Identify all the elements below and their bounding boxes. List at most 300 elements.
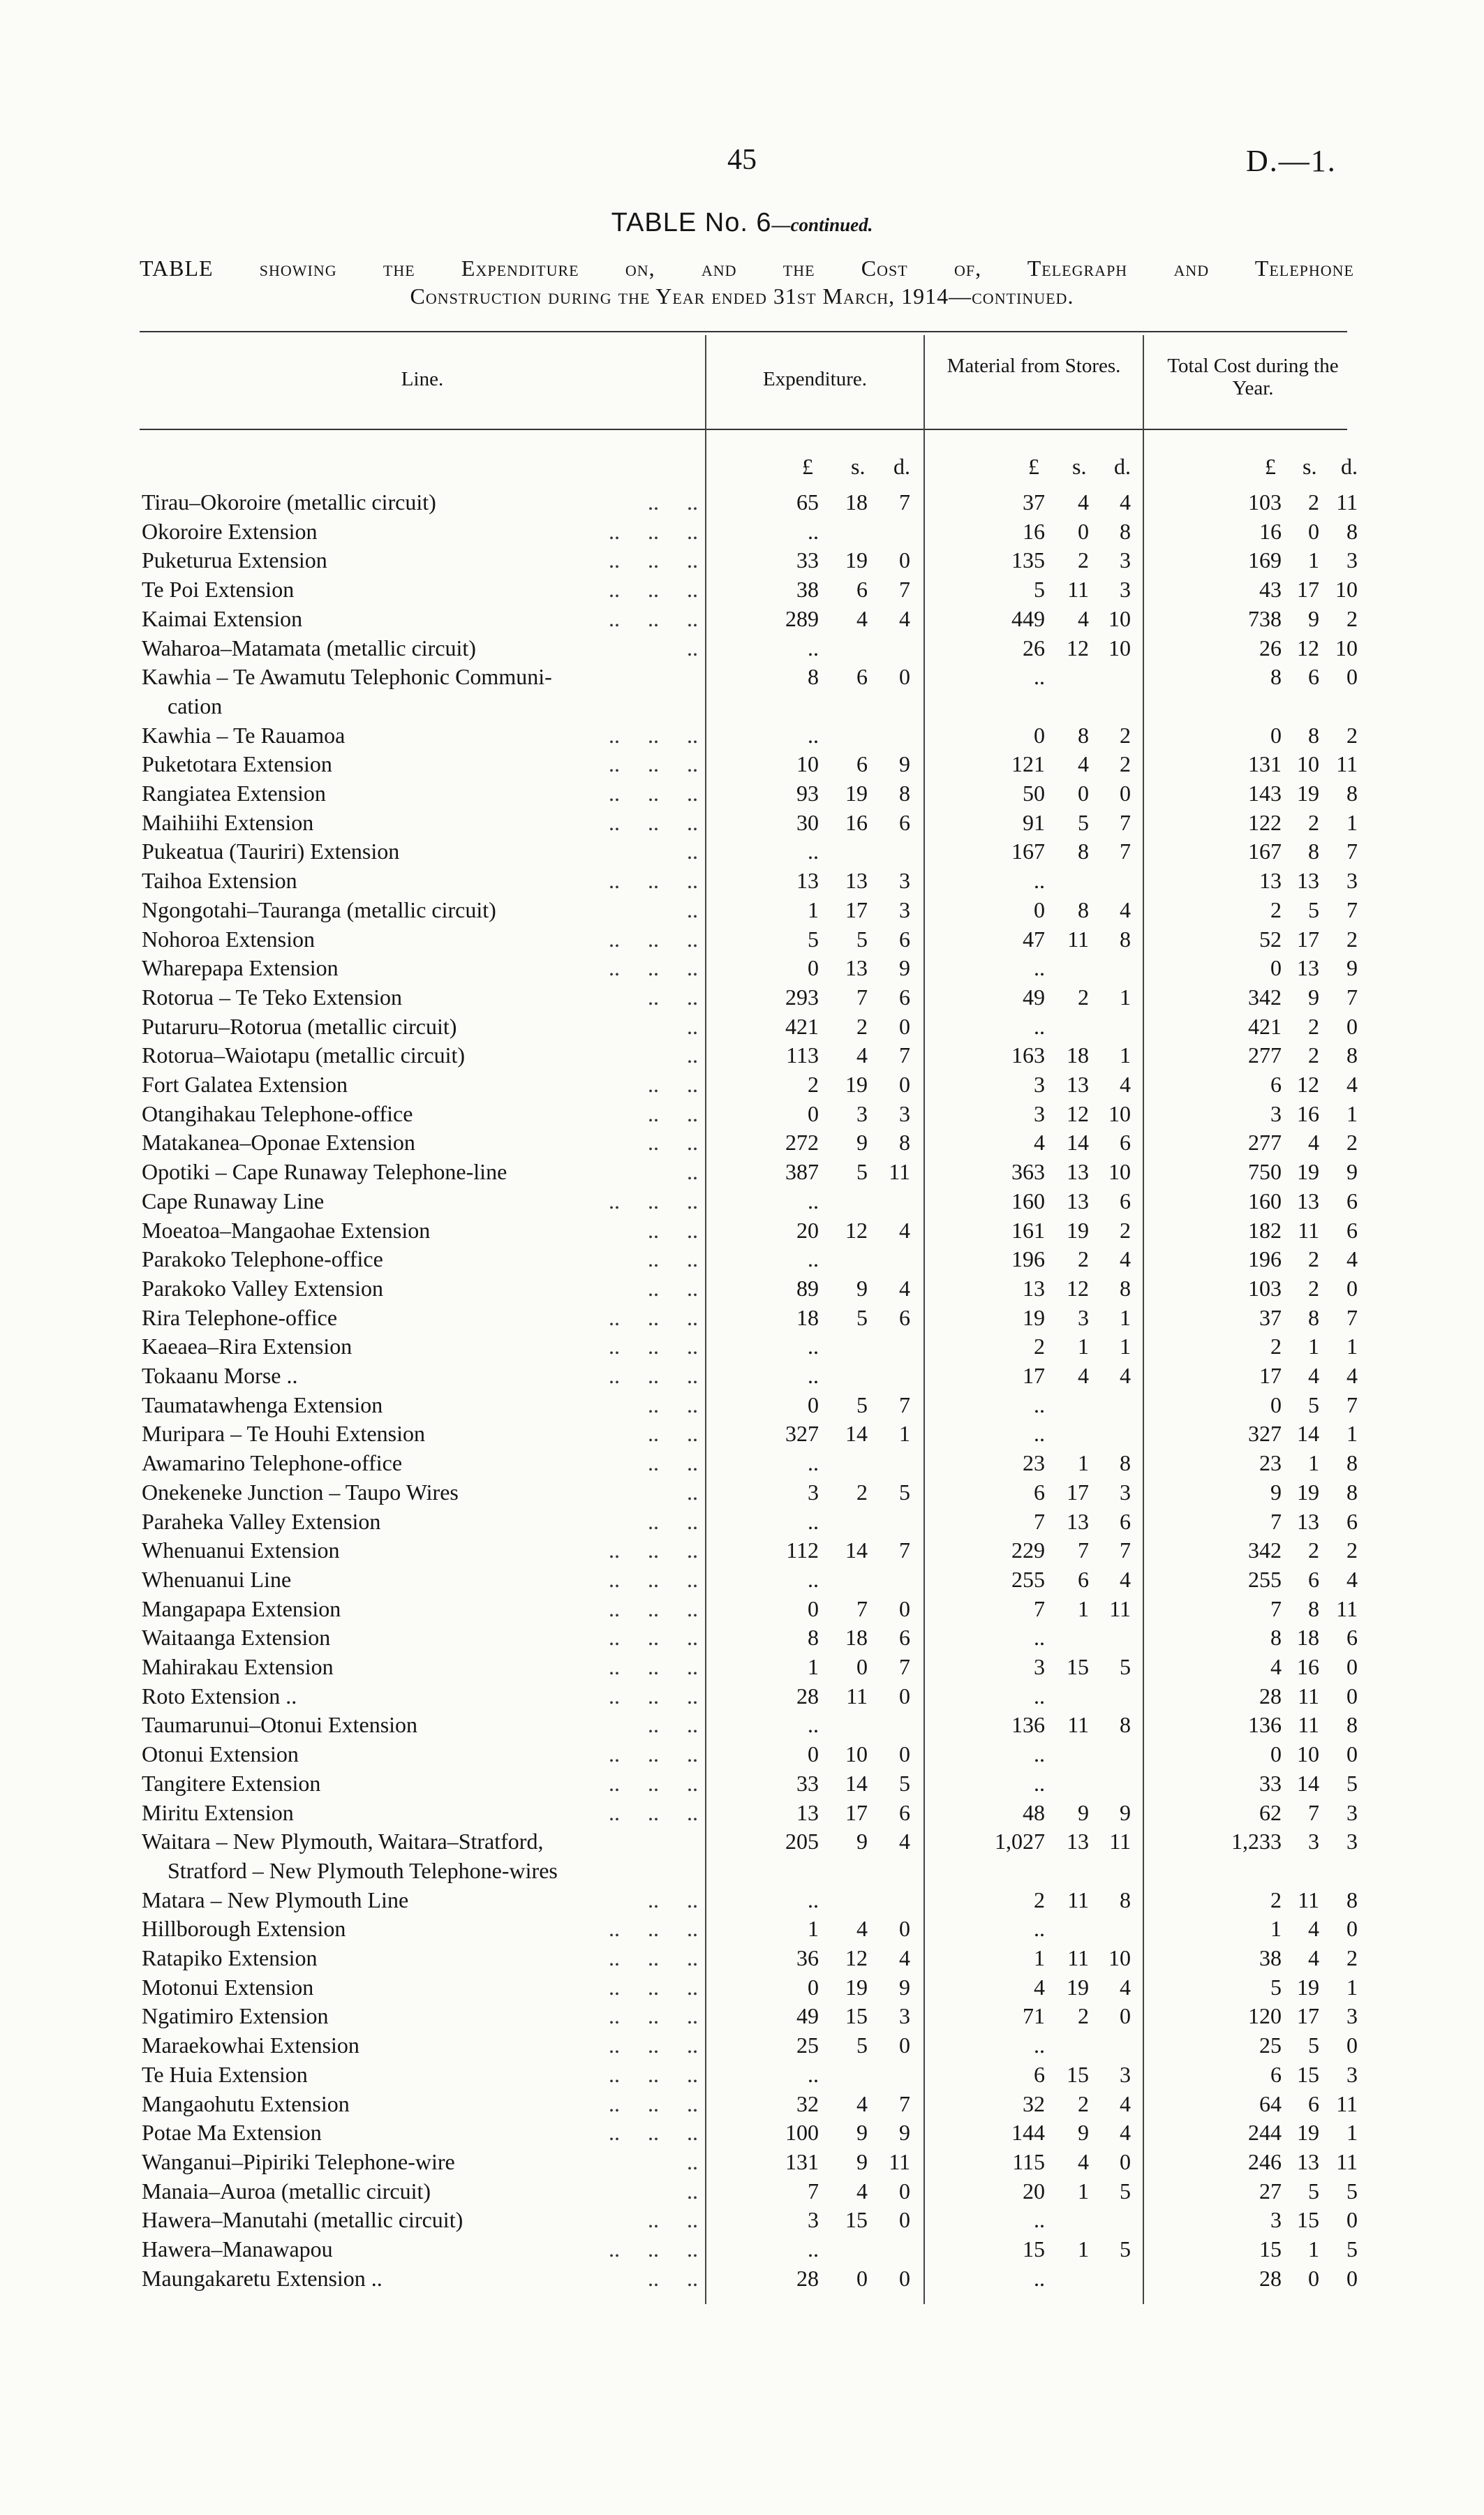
- line-name: Miritu Extension: [142, 1799, 294, 1825]
- exp-pounds: 20: [796, 1217, 819, 1243]
- mat-pounds: 136: [1011, 1712, 1045, 1738]
- tot-shillings: 4: [1308, 1363, 1319, 1388]
- tot-pounds: 342: [1248, 1537, 1282, 1563]
- table-row: [0, 779, 1484, 808]
- line-name: Roto Extension ..: [142, 1683, 297, 1709]
- mat-pounds: 121: [1011, 751, 1045, 777]
- tot-pence: 9: [1346, 955, 1358, 981]
- mat-pence: 0: [1120, 2003, 1131, 2029]
- mat-pence: 8: [1120, 518, 1131, 544]
- mat-pounds: 91: [1023, 809, 1045, 835]
- leader-dots: .. ..: [637, 489, 698, 515]
- mat-pounds: 2: [1034, 1887, 1045, 1912]
- tot-shillings: 6: [1308, 1566, 1319, 1592]
- leader-dots: .. .. ..: [598, 1654, 698, 1679]
- leader-dots: .. .. ..: [598, 751, 698, 777]
- tot-pounds: 7: [1270, 1508, 1282, 1534]
- tot-shillings: 8: [1308, 839, 1319, 864]
- mat-pounds: ..: [1034, 1421, 1045, 1447]
- leader-dots: .. ..: [620, 984, 698, 1010]
- tot-pounds: 8: [1270, 1625, 1282, 1651]
- exp-pounds: ..: [808, 722, 819, 748]
- mat-pence: 4: [1120, 1566, 1131, 1592]
- tot-pence: 5: [1346, 2178, 1358, 2204]
- tot-shillings: 8: [1308, 722, 1319, 748]
- table-row: [0, 1886, 1484, 1915]
- exp-pounds: 1: [808, 1916, 819, 1942]
- mat-shillings: 8: [1078, 722, 1089, 748]
- exp-pounds: ..: [808, 1712, 819, 1738]
- tot-pounds: 2: [1270, 1887, 1282, 1912]
- mat-shillings: 4: [1078, 1363, 1089, 1388]
- exp-pounds: 3: [808, 1479, 819, 1505]
- mat-shillings: 4: [1078, 751, 1089, 777]
- exp-pence: 0: [899, 2207, 910, 2233]
- exp-pence: 3: [899, 868, 910, 894]
- line-name: Taihoa Extension: [142, 868, 297, 894]
- line-name: Waitaanga Extension: [142, 1625, 331, 1651]
- exp-shillings: 14: [845, 1537, 868, 1563]
- tot-pounds: 17: [1259, 1363, 1282, 1388]
- exp-pounds: 1: [808, 1654, 819, 1679]
- mat-shillings: 12: [1067, 635, 1089, 661]
- tot-shillings: 19: [1297, 2120, 1319, 2146]
- tot-shillings: 14: [1297, 1770, 1319, 1796]
- tot-pounds: 182: [1248, 1217, 1282, 1243]
- tot-shillings: 2: [1308, 1013, 1319, 1039]
- line-name: Maraekowhai Extension: [142, 2033, 359, 2058]
- leader-dots: .. ..: [620, 1450, 698, 1476]
- mat-pounds: 49: [1023, 984, 1045, 1010]
- tot-pence: 3: [1346, 547, 1358, 573]
- mat-shillings: 7: [1078, 1537, 1089, 1563]
- table-row: [0, 721, 1484, 750]
- exp-shillings: 17: [845, 1799, 868, 1825]
- line-name: Tokaanu Morse ..: [142, 1363, 298, 1388]
- exp-pence: 9: [899, 955, 910, 981]
- line-name: Cape Runaway Line: [142, 1188, 325, 1214]
- leader-dots: .. ..: [620, 1712, 698, 1738]
- tot-pounds: 196: [1248, 1246, 1282, 1272]
- table-row: [0, 2060, 1484, 2089]
- mat-pounds: 37: [1023, 489, 1045, 515]
- unit-label: s.: [1072, 454, 1087, 479]
- mat-pence: 6: [1120, 1508, 1131, 1534]
- exp-pence: 6: [899, 1304, 910, 1330]
- tot-pounds: 255: [1248, 1566, 1282, 1592]
- mat-pence: 0: [1120, 781, 1131, 806]
- line-name: Ngatimiro Extension: [142, 2003, 329, 2029]
- line-name: Putaruru–Rotorua (metallic circuit): [142, 1013, 457, 1039]
- tot-shillings: 6: [1308, 664, 1319, 690]
- mat-pounds: 71: [1023, 2003, 1045, 2029]
- tot-shillings: 12: [1297, 1072, 1319, 1097]
- table-row: [0, 954, 1484, 982]
- leader-dots: .. .. ..: [598, 722, 698, 748]
- exp-pence: 7: [899, 577, 910, 603]
- mat-pence: 4: [1120, 1246, 1131, 1272]
- exp-pounds: 65: [796, 489, 819, 515]
- exp-pounds: ..: [808, 635, 819, 661]
- exp-pounds: ..: [808, 2236, 819, 2262]
- leader-dots: .. .. ..: [598, 1363, 698, 1388]
- line-name: Rangiatea Extension: [142, 781, 326, 806]
- line-name: Matara – New Plymouth Line: [142, 1887, 409, 1912]
- exp-pounds: 0: [808, 1100, 819, 1126]
- exp-pence: 8: [899, 1130, 910, 1156]
- line-name: Pukeatua (Tauriri) Extension: [142, 839, 400, 864]
- exp-pounds: 2: [808, 1072, 819, 1097]
- mat-shillings: 8: [1078, 897, 1089, 922]
- line-name: Hawera–Manutahi (metallic circuit): [142, 2207, 463, 2233]
- exp-shillings: 19: [845, 1072, 868, 1097]
- line-name: Nohoroa Extension: [142, 926, 315, 952]
- tot-pence: 1: [1346, 809, 1358, 835]
- tot-pence: 5: [1346, 2236, 1358, 2262]
- mat-pence: 10: [1108, 605, 1131, 631]
- tot-pence: 0: [1346, 1013, 1358, 1039]
- table-row: [0, 2031, 1484, 2060]
- mat-shillings: 14: [1067, 1130, 1089, 1156]
- mat-pounds: 0: [1034, 897, 1045, 922]
- tot-shillings: 7: [1308, 1799, 1319, 1825]
- exp-shillings: 9: [856, 1829, 868, 1854]
- tot-pence: 0: [1346, 1654, 1358, 1679]
- mat-pounds: 17: [1023, 1363, 1045, 1388]
- mat-shillings: 13: [1067, 1188, 1089, 1214]
- mat-pounds: 229: [1011, 1537, 1045, 1563]
- mat-shillings: 4: [1078, 489, 1089, 515]
- exp-pounds: 3: [808, 2207, 819, 2233]
- line-name: Rotorua – Te Teko Extension: [142, 984, 402, 1010]
- mat-shillings: 6: [1078, 1566, 1089, 1592]
- mat-pounds: 20: [1023, 2178, 1045, 2204]
- mat-pence: 1: [1120, 1042, 1131, 1068]
- exp-pounds: 18: [796, 1304, 819, 1330]
- table-row: [0, 2148, 1484, 2176]
- tot-pence: 1: [1346, 2120, 1358, 2146]
- mat-pounds: ..: [1034, 868, 1045, 894]
- unit-label: d.: [893, 454, 910, 479]
- tot-shillings: 1: [1308, 1334, 1319, 1359]
- exp-pence: 0: [899, 1916, 910, 1942]
- table-row: [0, 1100, 1484, 1128]
- mat-pence: 5: [1120, 2178, 1131, 2204]
- tot-shillings: 8: [1308, 1595, 1319, 1621]
- table-row: [0, 546, 1484, 575]
- mat-pence: 8: [1120, 1712, 1131, 1738]
- tot-pounds: 143: [1248, 781, 1282, 806]
- leader-dots: .. ..: [620, 1217, 698, 1243]
- mat-pence: 4: [1120, 2090, 1131, 2116]
- mat-pounds: 19: [1023, 1304, 1045, 1330]
- line-name: Potae Ma Extension: [142, 2120, 322, 2146]
- line-name: Maungakaretu Extension ..: [142, 2265, 383, 2291]
- tot-pounds: 244: [1248, 2120, 1282, 2146]
- tot-shillings: 18: [1297, 1625, 1319, 1651]
- mat-pounds: ..: [1034, 955, 1045, 981]
- exp-pence: 0: [899, 1072, 910, 1097]
- exp-pounds: 33: [796, 547, 819, 573]
- tot-pence: 8: [1346, 1450, 1358, 1476]
- exp-pounds: ..: [808, 2061, 819, 2087]
- table-row: [0, 1070, 1484, 1099]
- table-row: [0, 1769, 1484, 1798]
- tot-pounds: 160: [1248, 1188, 1282, 1214]
- tot-shillings: 0: [1308, 2265, 1319, 2291]
- mat-pence: 2: [1120, 751, 1131, 777]
- table-row: [0, 1449, 1484, 1477]
- exp-shillings: 4: [856, 2090, 868, 2116]
- mat-pounds: 3: [1034, 1654, 1045, 1679]
- tot-pounds: 103: [1248, 1275, 1282, 1301]
- leader-dots: .. .. ..: [598, 2236, 698, 2262]
- table-row: [0, 1362, 1484, 1390]
- exp-pounds: ..: [808, 1887, 819, 1912]
- table-row: [0, 2206, 1484, 2234]
- mat-shillings: 15: [1067, 2061, 1089, 2087]
- mat-shillings: 2: [1078, 2003, 1089, 2029]
- leader-dots: ..: [625, 839, 698, 864]
- exp-pounds: 8: [808, 1625, 819, 1651]
- tot-pounds: 3: [1270, 2207, 1282, 2233]
- table-row: [0, 1187, 1484, 1216]
- mat-pence: 2: [1120, 1217, 1131, 1243]
- table-row: [0, 1944, 1484, 1972]
- tot-pounds: 28: [1259, 2265, 1282, 2291]
- exp-pence: 1: [899, 1421, 910, 1447]
- table-row: [0, 1041, 1484, 1070]
- mat-pounds: 16: [1023, 518, 1045, 544]
- leader-dots: .. ..: [620, 2207, 698, 2233]
- table-row: [0, 866, 1484, 895]
- table-row: [0, 1245, 1484, 1274]
- line-name: Tirau–Okoroire (metallic circuit): [142, 489, 436, 515]
- exp-pence: 6: [899, 984, 910, 1010]
- tot-pounds: 5: [1270, 1974, 1282, 2000]
- mat-pounds: ..: [1034, 664, 1045, 690]
- tot-pence: 11: [1336, 2148, 1358, 2174]
- tot-pounds: 2: [1270, 897, 1282, 922]
- table-row: [0, 1857, 1484, 1885]
- line-name: Motonui Extension: [142, 1974, 314, 2000]
- tot-shillings: 5: [1308, 897, 1319, 922]
- tot-pounds: 122: [1248, 809, 1282, 835]
- tot-pounds: 6: [1270, 1072, 1282, 1097]
- mat-pounds: ..: [1034, 1392, 1045, 1417]
- tot-shillings: 3: [1308, 1829, 1319, 1854]
- mat-shillings: 19: [1067, 1974, 1089, 2000]
- mat-shillings: 1: [1078, 1334, 1089, 1359]
- line-name: Kaeaea–Rira Extension: [142, 1334, 353, 1359]
- tot-pounds: 169: [1248, 547, 1282, 573]
- exp-shillings: 11: [846, 1683, 868, 1709]
- table-caption-line-2: Construction during the Year ended 31st March, 1914—continued.: [410, 283, 1074, 309]
- mat-shillings: 9: [1078, 2120, 1089, 2146]
- tot-pence: 0: [1346, 1916, 1358, 1942]
- mat-pounds: 115: [1012, 2148, 1045, 2174]
- mat-shillings: 2: [1078, 1246, 1089, 1272]
- mat-pounds: ..: [1034, 1916, 1045, 1942]
- mat-pounds: 6: [1034, 1479, 1045, 1505]
- mat-shillings: 12: [1067, 1100, 1089, 1126]
- leader-dots: .. .. ..: [598, 809, 698, 835]
- tot-pence: 2: [1346, 1945, 1358, 1970]
- mat-pounds: 167: [1011, 839, 1045, 864]
- line-name: Rotorua–Waiotapu (metallic circuit): [142, 1042, 466, 1068]
- mat-shillings: 1: [1078, 2178, 1089, 2204]
- exp-shillings: 5: [856, 1304, 868, 1330]
- table-row: [0, 1623, 1484, 1652]
- table-row: [0, 517, 1484, 546]
- line-name: Hawera–Manawapou: [142, 2236, 333, 2262]
- table-row: [0, 1391, 1484, 1419]
- mat-pence: 10: [1108, 1159, 1131, 1185]
- tot-pence: 7: [1346, 984, 1358, 1010]
- tot-shillings: 17: [1297, 577, 1319, 603]
- tot-pounds: 28: [1259, 1683, 1282, 1709]
- tot-pounds: 136: [1248, 1712, 1282, 1738]
- tot-pence: 0: [1346, 1683, 1358, 1709]
- exp-pence: 7: [899, 1042, 910, 1068]
- mat-shillings: 13: [1067, 1829, 1089, 1854]
- tot-pence: 2: [1346, 605, 1358, 631]
- tot-shillings: 11: [1298, 1887, 1319, 1912]
- table-row: [0, 896, 1484, 924]
- line-name: Ngongotahi–Tauranga (metallic circuit): [142, 897, 496, 922]
- mat-shillings: 1: [1078, 1595, 1089, 1621]
- tot-shillings: 13: [1297, 1188, 1319, 1214]
- line-name: Parakoko Telephone-office: [142, 1246, 383, 1272]
- leader-dots: .. .. ..: [598, 1770, 698, 1796]
- mat-pounds: ..: [1034, 1013, 1045, 1039]
- table-row: [0, 925, 1484, 954]
- mat-pounds: 6: [1034, 2061, 1045, 2087]
- exp-pence: 4: [899, 1945, 910, 1970]
- leader-dots: .. .. ..: [598, 781, 698, 806]
- table-title-main: TABLE No. 6: [611, 208, 772, 237]
- exp-shillings: 9: [856, 1275, 868, 1301]
- exp-pounds: 131: [785, 2148, 819, 2174]
- mat-pence: 3: [1120, 1479, 1131, 1505]
- tot-pounds: 38: [1259, 1945, 1282, 1970]
- mat-shillings: 2: [1078, 2090, 1089, 2116]
- mat-shillings: 11: [1067, 1945, 1089, 1970]
- table-caption-line-1: TABLE showing the Expenditure on, and the Cost of, Telegraph and Telephone: [140, 256, 1354, 281]
- exp-pence: 0: [899, 1595, 910, 1621]
- table-row: [0, 1012, 1484, 1041]
- tot-shillings: 9: [1308, 605, 1319, 631]
- exp-pence: 0: [899, 547, 910, 573]
- exp-pounds: ..: [808, 1450, 819, 1476]
- tot-pounds: 277: [1248, 1042, 1282, 1068]
- mat-shillings: 18: [1067, 1042, 1089, 1068]
- mat-pounds: ..: [1034, 2265, 1045, 2291]
- tot-pounds: 0: [1270, 1392, 1282, 1417]
- line-name: Kawhia – Te Awamutu Telephonic Communi-: [142, 664, 552, 690]
- tot-pence: 3: [1346, 1829, 1358, 1854]
- exp-shillings: 10: [845, 1741, 868, 1767]
- mat-pounds: 26: [1023, 635, 1045, 661]
- mat-pounds: 160: [1011, 1188, 1045, 1214]
- leader-dots: .. .. ..: [598, 1974, 698, 2000]
- leader-dots: .. .. ..: [598, 1566, 698, 1592]
- mat-pounds: 5: [1034, 577, 1045, 603]
- exp-shillings: 6: [856, 751, 868, 777]
- tot-pounds: 120: [1248, 2003, 1282, 2029]
- mat-pence: 10: [1108, 1100, 1131, 1126]
- leader-dots: .. .. ..: [598, 2061, 698, 2087]
- exp-pence: 6: [899, 1625, 910, 1651]
- tot-shillings: 19: [1297, 1159, 1319, 1185]
- mat-pounds: ..: [1034, 1683, 1045, 1709]
- tot-pounds: 1: [1270, 1916, 1282, 1942]
- tot-pence: 11: [1336, 489, 1358, 515]
- exp-pounds: 32: [796, 2090, 819, 2116]
- tot-pounds: 8: [1270, 664, 1282, 690]
- mat-pence: 1: [1120, 1334, 1131, 1359]
- mat-pence: 6: [1120, 1188, 1131, 1214]
- tot-pence: 8: [1346, 1479, 1358, 1505]
- tot-pence: 4: [1346, 1363, 1358, 1388]
- tot-shillings: 11: [1298, 1217, 1319, 1243]
- tot-pence: 1: [1346, 1334, 1358, 1359]
- mat-pence: 4: [1120, 1072, 1131, 1097]
- tot-shillings: 14: [1297, 1421, 1319, 1447]
- mat-pence: 0: [1120, 2148, 1131, 2174]
- table-row: [0, 1827, 1484, 1856]
- tot-shillings: 16: [1297, 1100, 1319, 1126]
- exp-pence: 5: [899, 1479, 910, 1505]
- exp-shillings: 0: [856, 1654, 868, 1679]
- tot-pounds: 25: [1259, 2033, 1282, 2058]
- tot-pounds: 167: [1248, 839, 1282, 864]
- table-row: [0, 837, 1484, 866]
- tot-shillings: 15: [1297, 2207, 1319, 2233]
- leader-dots: .. .. ..: [598, 1334, 698, 1359]
- line-name: Wharepapa Extension: [142, 955, 339, 981]
- exp-pence: 4: [899, 605, 910, 631]
- mat-pence: 2: [1120, 722, 1131, 748]
- tot-pence: 11: [1336, 1595, 1358, 1621]
- table-row: [0, 692, 1484, 721]
- table-row: [0, 1216, 1484, 1245]
- exp-pence: 3: [899, 897, 910, 922]
- table-row: [0, 1740, 1484, 1769]
- table-row: [0, 2177, 1484, 2206]
- leader-dots: ..: [631, 1042, 698, 1068]
- exp-pence: 0: [899, 2033, 910, 2058]
- tot-shillings: 6: [1308, 2090, 1319, 2116]
- exp-shillings: 9: [856, 2148, 868, 2174]
- exp-shillings: 6: [856, 664, 868, 690]
- tot-shillings: 13: [1297, 1508, 1319, 1534]
- exp-pence: 11: [889, 1159, 910, 1185]
- exp-pounds: 93: [796, 781, 819, 806]
- table-row: [0, 1799, 1484, 1827]
- tot-pence: 8: [1346, 1712, 1358, 1738]
- table-row: [0, 1128, 1484, 1157]
- table-title-suffix: —continued.: [771, 214, 873, 235]
- tot-shillings: 4: [1308, 1130, 1319, 1156]
- tot-pence: 1: [1346, 1421, 1358, 1447]
- table-row: [0, 1915, 1484, 1943]
- exp-shillings: 4: [856, 605, 868, 631]
- mat-shillings: 12: [1067, 1275, 1089, 1301]
- column-header-expenditure: Expenditure.: [763, 368, 867, 390]
- tot-shillings: 4: [1308, 1916, 1319, 1942]
- tot-pence: 4: [1346, 1246, 1358, 1272]
